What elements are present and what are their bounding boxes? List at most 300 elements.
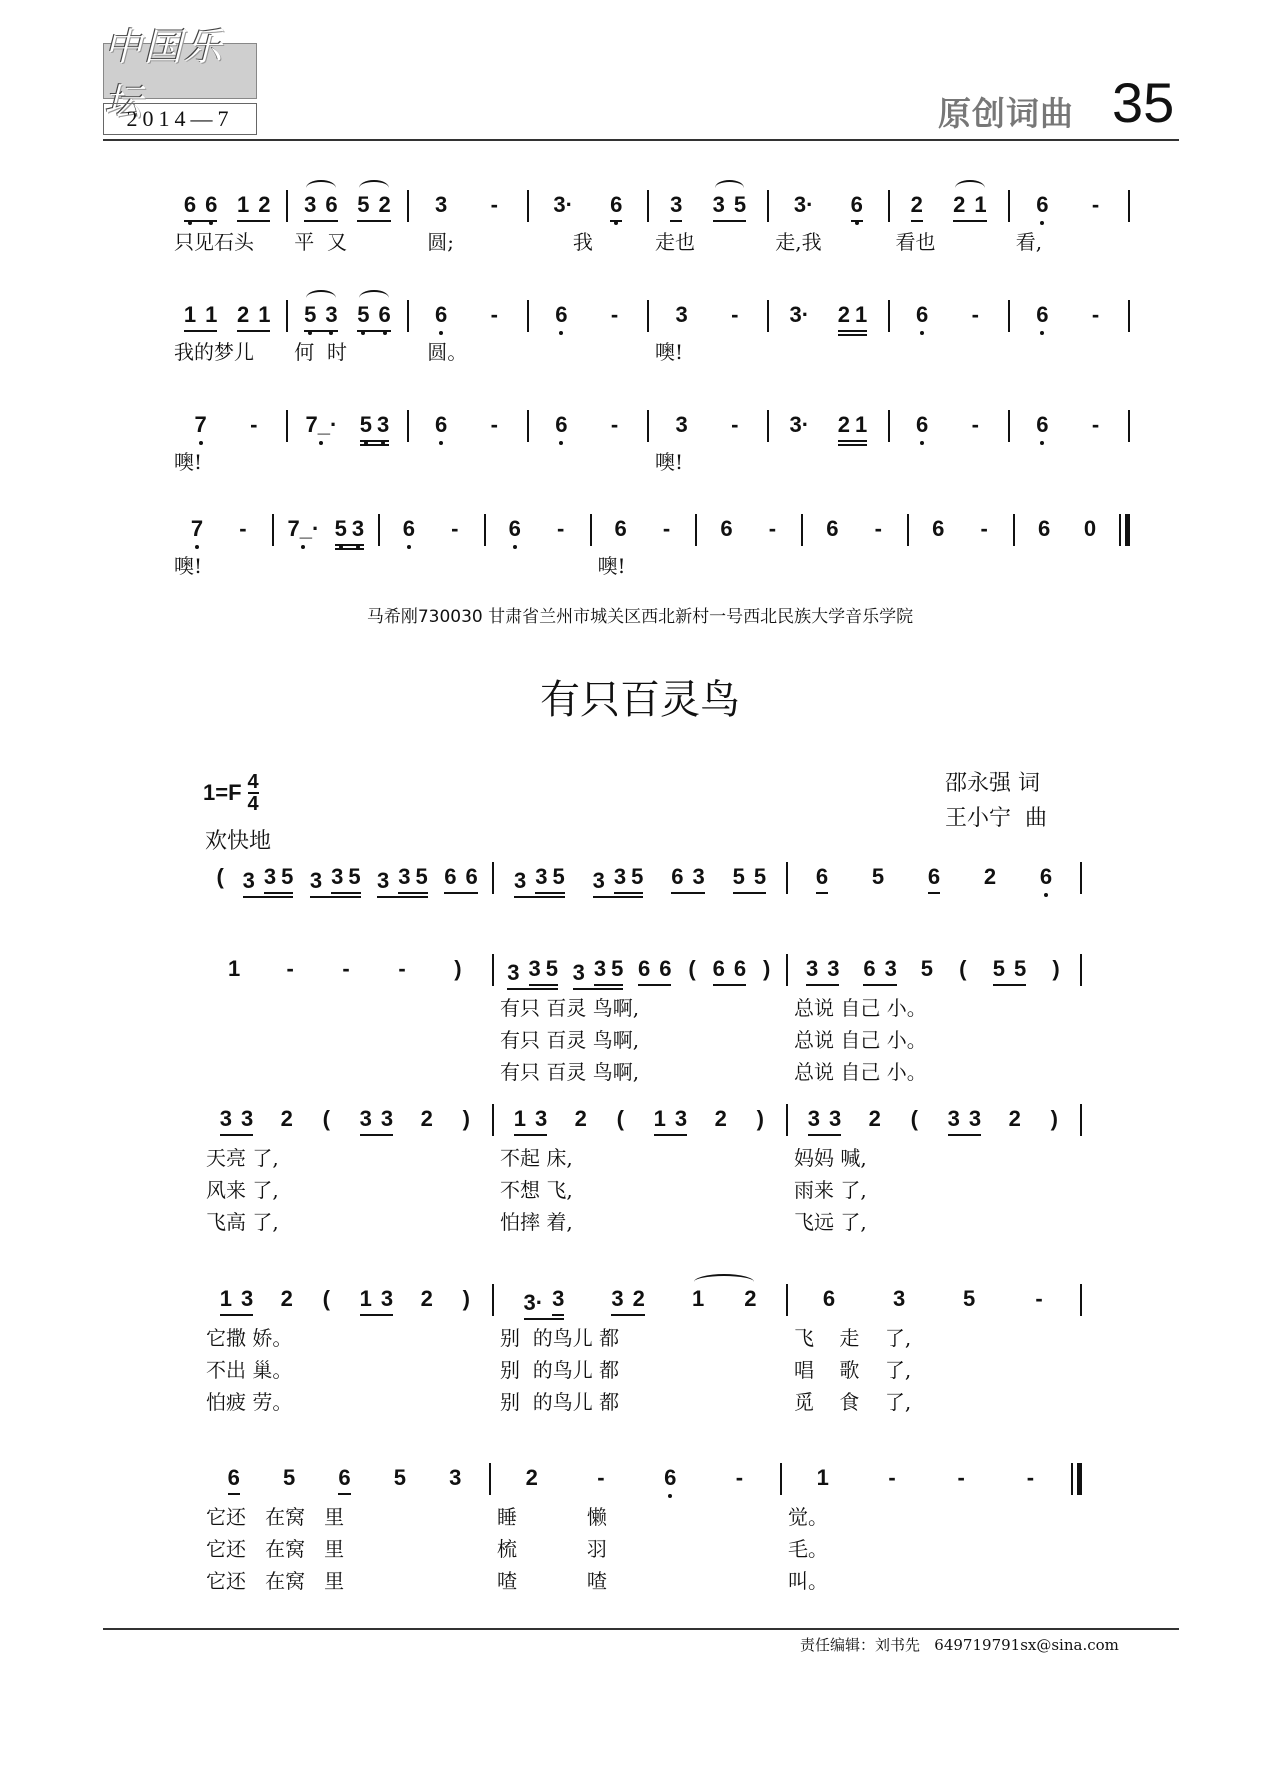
lyric: 噢! [597, 554, 626, 578]
note: 6 [637, 956, 651, 981]
note: 1 [653, 1106, 666, 1131]
note-group [953, 192, 987, 222]
note: 3 [240, 1106, 254, 1131]
note-group [304, 302, 338, 332]
measure [529, 412, 647, 452]
measure [380, 516, 484, 556]
note: 3 [325, 302, 338, 327]
note: 3 [377, 412, 390, 437]
note: 7_· [287, 516, 320, 541]
staff-line [168, 516, 1130, 578]
dash: - [556, 516, 565, 541]
lyric: 睡 懒 [497, 1505, 607, 1529]
note: 6 [916, 412, 929, 437]
note: 5 [631, 864, 644, 889]
dash: - [398, 956, 406, 981]
header-rule [103, 139, 1179, 141]
lyric: 叫。 [788, 1569, 828, 1593]
note-group [733, 864, 767, 894]
barline [1128, 190, 1130, 222]
note-group [611, 1286, 645, 1316]
note-group [993, 956, 1027, 986]
dash: - [1026, 1465, 1035, 1490]
barline [1080, 1284, 1082, 1316]
note: 2 [420, 1106, 433, 1131]
measure [288, 412, 406, 452]
repeat-paren: ( [322, 1286, 330, 1311]
lyric: 噢! [655, 450, 684, 474]
note: 7 [190, 516, 204, 541]
note-group [713, 956, 747, 986]
note: 3 [674, 1106, 688, 1131]
song-title: 有只百灵鸟 [540, 677, 740, 723]
note: 6 [826, 516, 839, 541]
repeat-paren: ( [216, 864, 224, 889]
note: 6 [1036, 302, 1049, 327]
note: 3 [968, 1106, 982, 1131]
dash: - [888, 1465, 896, 1490]
note-group [573, 956, 624, 990]
repeat-paren: ( [910, 1106, 918, 1131]
note: 3 [892, 1286, 906, 1311]
measure [200, 864, 492, 904]
note-group [237, 192, 271, 222]
dash: - [490, 302, 498, 327]
staff-line [168, 192, 1130, 254]
note-group [264, 864, 294, 894]
note-group [851, 192, 863, 222]
lyric: 觅 食 了, [794, 1390, 912, 1414]
measure [788, 1286, 1080, 1414]
lyric: 妈妈 喊, [794, 1146, 867, 1170]
dash: - [1091, 302, 1100, 327]
lyric: 别 的鸟儿 都 [500, 1390, 620, 1414]
lyric: 唱 歌 了, [794, 1358, 912, 1382]
measure [494, 1106, 786, 1234]
measure [288, 302, 406, 364]
note: 3 [572, 960, 585, 985]
note: 6 [338, 1465, 351, 1490]
lyric: 噢! [174, 554, 203, 578]
note-group [614, 864, 644, 894]
note: 3 [611, 1286, 624, 1311]
measure [274, 516, 378, 556]
lyric: 不想 飞, [500, 1178, 573, 1202]
note: 6 [205, 192, 218, 217]
note: 3 [449, 1465, 462, 1490]
note: 0 [1083, 516, 1097, 541]
note: 5 [359, 412, 372, 437]
note-group [692, 1286, 757, 1314]
note-group [671, 864, 705, 894]
note: 6 [183, 192, 197, 217]
repeat-paren: ) [1050, 1106, 1058, 1131]
lyric: 飞远 了, [794, 1210, 867, 1234]
note: 6 [916, 302, 929, 327]
note-group [357, 192, 391, 222]
note: 6 [712, 956, 725, 981]
note: 2 [280, 1106, 293, 1131]
measure [168, 412, 286, 474]
note-group [184, 192, 218, 222]
lyricist-credit: 邵永强 词 [945, 771, 1040, 796]
note-group [184, 302, 218, 332]
note: 5 [357, 192, 370, 217]
note: 3 [242, 868, 255, 893]
lyric: 总说 自己 小。 [794, 1060, 927, 1084]
note-group [338, 1465, 350, 1495]
lyric: 觉。 [788, 1505, 828, 1529]
note: 1 [816, 1465, 829, 1490]
measure [494, 956, 786, 1084]
note: 5 [281, 864, 294, 889]
measure [649, 302, 767, 364]
staff-line [200, 1286, 1082, 1414]
note: 6 [720, 516, 733, 541]
note: 2 [236, 302, 250, 327]
note: 3 [675, 412, 688, 437]
note: 3 [827, 956, 840, 981]
note: 1 [854, 302, 868, 327]
note: 6 [378, 302, 391, 327]
measure [491, 1465, 780, 1593]
note: 3 [613, 864, 627, 889]
measure [1010, 192, 1128, 254]
measure [529, 302, 647, 342]
lyric: 它还 在窝 里 [206, 1537, 345, 1561]
note-group [360, 1106, 394, 1136]
note-group [670, 192, 682, 222]
time-bottom: 4 [247, 793, 259, 815]
note: 2 [574, 1106, 587, 1131]
note: 6 [555, 412, 568, 437]
note-group [806, 956, 840, 986]
lyric: 看也 [895, 230, 936, 254]
dash: - [731, 412, 739, 437]
final-barline [1071, 1463, 1082, 1495]
lyric: 噢! [174, 450, 203, 474]
note: 2 [868, 1106, 881, 1131]
lyric: 噢! [655, 340, 684, 364]
repeat-paren: ) [1052, 956, 1060, 981]
note: 3 [219, 1106, 232, 1131]
note: 3 [534, 1106, 548, 1131]
lyric: 怕疲 劳。 [206, 1390, 293, 1414]
note: 1 [258, 302, 271, 327]
note-group [514, 864, 565, 898]
measure [168, 192, 286, 254]
lyric: 飞高 了, [206, 1210, 279, 1234]
repeat-paren: ) [454, 956, 462, 981]
note-group [838, 302, 868, 336]
repeat-paren: ) [763, 956, 771, 981]
staff-line [200, 956, 1082, 1084]
note-group [928, 864, 940, 894]
note: 6 [435, 302, 448, 327]
measure [288, 192, 406, 254]
note: 3 [351, 516, 365, 541]
note: 6 [402, 516, 415, 541]
note: 5 [992, 956, 1005, 981]
measure [788, 956, 1080, 1084]
note: 2 [632, 1286, 645, 1311]
note-group [444, 864, 478, 894]
note: 6 [555, 302, 568, 327]
note-group [228, 1465, 240, 1495]
author-address: 马希刚730030 甘肃省兰州市城关区西北新村一号西北民族大学音乐学院 [366, 607, 914, 627]
note: 6 [614, 516, 627, 541]
note: 5 [871, 864, 885, 889]
note: 1 [359, 1286, 372, 1311]
lyric: 圆; [414, 230, 454, 254]
measure [486, 516, 590, 556]
dash: - [731, 302, 739, 327]
note: 5 [732, 864, 745, 889]
lyric: 走,我 [775, 230, 822, 254]
lyric: 风来 了, [206, 1178, 279, 1202]
repeat-paren: ( [959, 956, 967, 981]
note-group [398, 864, 428, 894]
lyric: 它撒 娇。 [206, 1326, 293, 1350]
dash: - [451, 516, 459, 541]
note: 2 [837, 412, 850, 437]
measure [529, 192, 647, 254]
note: 1 [513, 1106, 526, 1131]
note-group [377, 864, 428, 898]
lyric: 它还 在窝 里 [206, 1505, 345, 1529]
note: 2 [837, 302, 850, 327]
dash: - [971, 412, 979, 437]
note: 5 [393, 1465, 406, 1490]
note-group [593, 864, 644, 898]
measure [803, 516, 907, 556]
lyric: 不起 床, [500, 1146, 573, 1170]
note: 3 [670, 192, 683, 217]
measure [409, 302, 527, 364]
repeat-paren: ) [756, 1106, 764, 1131]
note: 1 [183, 302, 197, 327]
lyric: 雨来 了, [794, 1178, 867, 1202]
dash: - [1035, 1286, 1043, 1311]
staff-line [200, 1106, 1082, 1234]
note-group [514, 1106, 548, 1136]
note: 2 [525, 1465, 538, 1490]
note: 3 [309, 868, 323, 893]
magazine-logo: 中国乐坛 [103, 43, 257, 99]
section-title: 原创词曲 [938, 94, 1074, 133]
measure [409, 192, 527, 254]
lyric: 有只 百灵 鸟啊, [500, 996, 640, 1020]
note: 6 [850, 192, 863, 217]
note: 5 [415, 864, 428, 889]
note-group [220, 1286, 254, 1316]
note: 7_· [305, 412, 338, 437]
note: 2 [378, 192, 391, 217]
note: 5 [1013, 956, 1027, 981]
note: 3· [793, 192, 814, 217]
note: 6 [1036, 192, 1049, 217]
dash: - [250, 412, 258, 437]
note-group [911, 192, 923, 222]
note: 1 [227, 956, 241, 981]
note: 2 [744, 1286, 757, 1311]
lyric: 怕摔 着, [500, 1210, 573, 1234]
lyric: 梳 羽 [497, 1537, 607, 1561]
note: 3 [947, 1106, 960, 1131]
note-group [357, 302, 391, 332]
measure [697, 516, 801, 556]
note-group [360, 412, 390, 446]
note: 6 [815, 864, 829, 889]
editor-credit: 责任编辑：刘书先 649719791sx@sina.com [800, 1636, 1119, 1654]
measure [1015, 516, 1119, 556]
lyric: 看, [1015, 230, 1043, 254]
note: 3 [552, 1286, 565, 1311]
key-signature [203, 772, 259, 814]
note: 3 [507, 960, 520, 985]
note: 6 [1036, 412, 1049, 437]
dash: - [768, 516, 777, 541]
note-group [838, 412, 868, 446]
measure [409, 412, 527, 452]
note: 6 [932, 516, 945, 541]
barline [1080, 954, 1082, 986]
note: 1 [974, 192, 987, 217]
note: 6 [465, 864, 478, 889]
staff-line [200, 1465, 1082, 1593]
note: 5 [920, 956, 933, 981]
lyric: 总说 自己 小。 [794, 996, 927, 1020]
repeat-paren: ( [616, 1106, 624, 1131]
measure [890, 412, 1008, 452]
note-group [816, 864, 828, 894]
note: 3 [304, 192, 317, 217]
note: 6 [325, 192, 338, 217]
dash: - [490, 192, 498, 217]
note-group [610, 192, 622, 222]
repeat-paren: ) [462, 1286, 470, 1311]
lyric: 只见石头 [174, 230, 254, 254]
note-group [310, 864, 361, 898]
measure [788, 864, 1080, 904]
measure [1010, 412, 1128, 452]
note-group [863, 956, 897, 986]
note: 6 [927, 864, 941, 889]
note: 3· [789, 412, 810, 437]
note: 6 [227, 1465, 240, 1490]
measure [782, 1465, 1071, 1593]
note-group [507, 956, 558, 990]
lyric: 飞 走 了, [794, 1326, 912, 1350]
note: 1 [854, 412, 868, 437]
note: 2 [420, 1286, 433, 1311]
dash: - [342, 956, 350, 981]
time-signature [248, 772, 259, 814]
note: 5 [963, 1286, 976, 1311]
note: 3 [828, 1106, 842, 1131]
note: 3 [712, 192, 725, 217]
measure [649, 192, 767, 254]
note-group [594, 956, 624, 986]
note: 3 [675, 302, 688, 327]
measure [200, 1286, 492, 1414]
note: 3 [435, 192, 448, 217]
note: 3· [553, 192, 573, 217]
note: 5 [733, 192, 747, 217]
note-group [335, 516, 365, 550]
note: 3 [535, 864, 548, 889]
lyric: 别 的鸟儿 都 [500, 1358, 620, 1382]
note-group [220, 1106, 254, 1136]
measure [769, 192, 887, 254]
note: 3 [592, 868, 605, 893]
page-number: 35 [1112, 71, 1175, 134]
note: 2 [983, 864, 997, 889]
lyric: 天亮 了, [206, 1146, 279, 1170]
note: 5 [348, 864, 361, 889]
lyric: 总说 自己 小。 [794, 1028, 927, 1052]
final-barline [1119, 514, 1130, 546]
lyric: 平 又 [294, 230, 347, 254]
note-group [360, 1286, 394, 1316]
composer-credit: 王小宁 曲 [945, 806, 1047, 831]
note: 5 [545, 956, 559, 981]
note-group [243, 864, 294, 898]
measure [890, 192, 1008, 254]
note: 2 [258, 192, 271, 217]
staff-line [168, 412, 1130, 474]
measure [890, 302, 1008, 342]
lyric: 何 时 [294, 340, 347, 364]
dash: - [735, 1465, 744, 1490]
note: 6 [444, 864, 457, 889]
note: 3 [331, 864, 344, 889]
dash: - [662, 516, 671, 541]
dash: - [971, 302, 979, 327]
note: 5 [753, 864, 767, 889]
key-label: 1=F [203, 780, 242, 805]
dash: - [1091, 192, 1100, 217]
lyric: 有只 百灵 鸟啊, [500, 1060, 640, 1084]
measure [909, 516, 1013, 556]
note: 1 [236, 192, 250, 217]
note: 1 [205, 302, 218, 327]
lyric: 喳 喳 [497, 1569, 607, 1593]
note: 2 [953, 192, 966, 217]
note: 3 [380, 1106, 394, 1131]
lyric: 它还 在窝 里 [206, 1569, 345, 1593]
note: 6 [659, 956, 672, 981]
tempo-marking: 欢快地 [205, 829, 272, 854]
note: 6 [863, 956, 876, 981]
note-group [304, 192, 338, 222]
note: 5 [282, 1465, 296, 1490]
staff-line [200, 864, 1082, 904]
note-group [335, 516, 365, 546]
lyric: 我 [534, 230, 593, 254]
note: 6 [671, 864, 684, 889]
note: 1 [219, 1286, 232, 1311]
measure [494, 864, 786, 904]
note: 3 [240, 1286, 254, 1311]
measure [1010, 302, 1128, 342]
note: 3 [528, 956, 541, 981]
note: 6 [435, 412, 448, 437]
measure [494, 1286, 786, 1414]
note-group [529, 956, 559, 986]
issue-number: 2014—7 [103, 103, 257, 135]
note: 2 [280, 1286, 293, 1311]
